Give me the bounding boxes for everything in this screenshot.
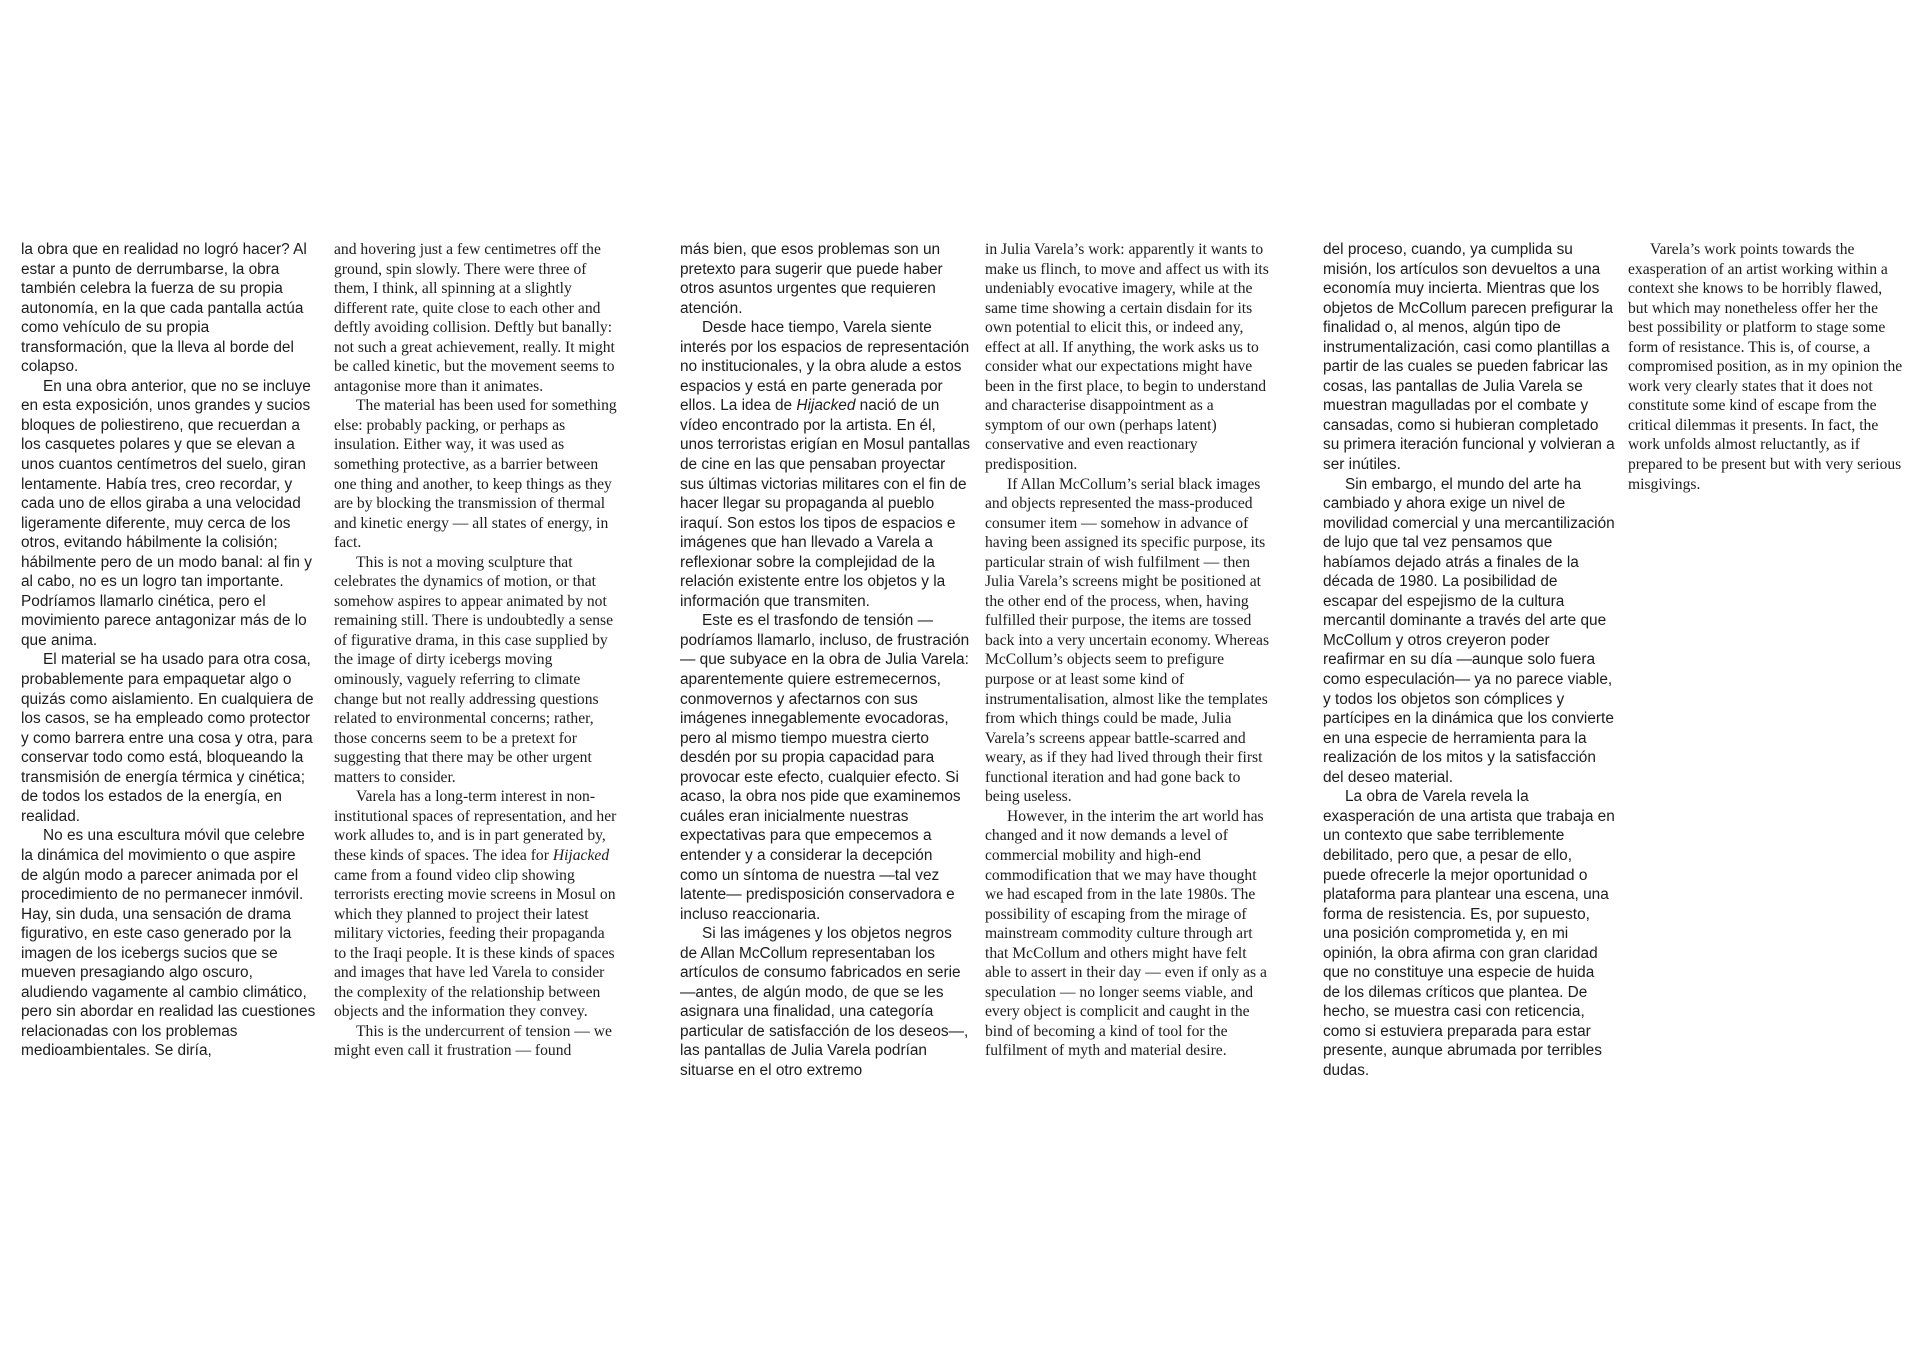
paragraph: Varela’s work points towards the exasperation of an artist working within a context she knows to be horribly flawed, but which may nonetheless offer her the best possibility or platform to stage some form of resistance. This is, of course, a compromised position, as in my opinion the work very clearly states that it does not constitute some kind of escape from the critical dilemmas it presents. In fact, the work unfolds almost reluctantly, as if prepared to be present but with very serious misgivings. bbox=[1628, 241, 1903, 493]
paragraph: and hovering just a few centimetres off the ground, spin slowly. There were three of them, I think, all spinning at a slightly different rate, quite close to each other and deftly avoiding collision. Deftly but banally: not such a great achievement, really. It might be called kinetic, but the movement seems to antagonise more than it animates. bbox=[334, 241, 615, 395]
paragraph: If Allan McCollum’s serial black images and objects represented the mass-produced consumer item — somehow in advance of having been assigned its specific purpose, its particular strain of wish fulfilment — then Julia Varela’s screens might be positioned at the other end of the process, when, having fulfilled their purpose, the items are tossed back into a very uncertain economy. Whereas McCollum’s objects seem to prefigure purpose or at least some kind of instrumentalisation, almost like the templates from which things could be made, Julia Varela’s screens appear battle-scarred and weary, as if they had lived through their first functional iteration and had gone back to being useless. bbox=[985, 475, 1270, 806]
paragraph: This is the undercurrent of tension — we might even call it frustration — found bbox=[334, 1022, 612, 1060]
paragraph: in Julia Varela’s work: apparently it wants to make us flinch, to move and affect us with its undeniably evocative imagery, while at the same time showing a certain disdain for its own potential to elicit this, or indeed any, effect at all. If anything, the work asks us to consider what our expectations might have been in the first place, to begin to understand and characterise disappointment as a symptom of our own (perhaps latent) conservative and even reactionary predisposition. bbox=[985, 241, 1269, 474]
paragraph: This is not a moving sculpture that celebrates the dynamics of motion, or that somehow aspires to appear animated by not remaining still. There is undoubtedly a sense of figurative drama, in this case supplied by the image of dirty icebergs moving ominously, vaguely referring to climate change but not really addressing questions related to environmental concerns; rather, those concerns seem to be a pretext for suggesting that there may be other urgent matters to consider. bbox=[334, 553, 614, 786]
paragraph: Desde hace tiempo, Varela siente interés por los espacios de representación no institucionales, y la obra alude a estos espacios y está en parte generada por ellos. La idea de Hijacked nació de un vídeo encontrado por la artista. En él, unos terroristas erigían en Mosul pantallas de cine en las que pensaban proyectar sus últimas victorias militares con el fin de hacer llegar su propaganda al pueblo iraquí. Son estos los tipos de espacios e imágenes que han llevado a Varela a reflexionar sobre la complejidad de la relación existente entre los objetos y la información que transmiten. bbox=[680, 319, 971, 610]
artwork-title: Hijacked bbox=[552, 846, 610, 864]
paragraph: El material se ha usado para otra cosa, probablemente para empaquetar algo o quizás como aislamiento. En cualquiera de los casos, se ha empleado como protector y como barrera entre una cosa y otra, para conservar todo como está, bloqueando la transmisión de energía térmica y cinética; de todos los estados de la energía, en realidad. bbox=[21, 651, 314, 825]
paragraph: En una obra anterior, que no se incluye en esta exposición, unos grandes y sucios bloques de poliestireno, que recuerdan a los casquetes polares y que se elevan a unos cuantos centímetros del suelo, giran lentamente. Había tres, creo recordar, y cada uno de ellos giraba a una velocidad ligeramente diferente, muy cerca de los otros, evitando hábilmente la colisión; hábilmente pero de un modo banal: al fin y al cabo, no es un logro tan importante. Podríamos llamarlo cinética, pero el movimiento parece antagonizar más de lo que anima. bbox=[21, 377, 312, 649]
paragraph: del proceso, cuando, ya cumplida su misión, los artículos son devueltos a una economía muy incierta. Mientras que los objetos de McCollum parecen prefigurar la finalidad o, al menos, algún tipo de instrumentalización, casi como plantillas a partir de las cuales se pueden fabricar las cosas, las pantallas de Julia Varela se muestran magulladas por el combate y cansadas, como si hubieran completado su primera iteración funcional y volvieran a ser inútiles. bbox=[1323, 241, 1615, 474]
paragraph: No es una escultura móvil que celebre la dinámica del movimiento o que aspire de algún modo a parecer animada por el procedimiento de no permanecer inmóvil. Hay, sin duda, una sensación de drama figurativo, en este caso generado por la imagen de los icebergs sucios que se mueven presagiando algo oscuro, aludiendo vagamente al cambio climático, pero sin abordar en realidad las cuestiones relacionadas con los problemas medioambientales. Se diría, bbox=[21, 827, 316, 1060]
column-4-en bbox=[985, 240, 1275, 1061]
paragraph: la obra que en realidad no logró hacer? Al estar a punto de derrumbarse, la obra también celebra la fuerza de su propia autonomía, en la que cada pantalla actúa como vehículo de su propia transformación, que la lleva al borde del colapso. bbox=[21, 241, 307, 376]
column-2-en bbox=[334, 240, 618, 1061]
paragraph: Si las imágenes y los objetos negros de Allan McCollum representaban los artículos de consumo fabricados en serie —antes, de algún modo, de que se les asignara una finalidad, una categoría particular de satisfacción de los deseos—, las pantallas de Julia Varela podrían situarse en el otro extremo bbox=[680, 925, 969, 1079]
paragraph: However, in the interim the art world has changed and it now demands a level of commercial mobility and high-end commodification that we may have thought we had escaped from in the late 1980s. The possibility of escaping from the mirage of mainstream commodity culture through art that McCollum and others might have felt able to assert in their day — even if only as a speculation — no longer seems viable, and every object is complicit and caught in the bind of becoming a kind of tool for the fulfilment of myth and material desire. bbox=[985, 807, 1267, 1060]
column-1-es bbox=[21, 240, 316, 1061]
paragraph: Sin embargo, el mundo del arte ha cambiado y ahora exige un nivel de movilidad comercial y una mercantilización de lujo que tal vez pensamos que habíamos dejado atrás a finales de la década de 1980. La posibilidad de escapar del espejismo de la cultura mercantil dominante a través del arte que McCollum y otros creyeron poder reafirmar en su día —aunque solo fuera como especulación— ya no parece viable, y todos los objetos son cómplices y partícipes en la dinámica que los convierte en una especie de herramienta para la realización de los mitos y la satisfacción del deseo material. bbox=[1323, 475, 1615, 786]
paragraph: más bien, que esos problemas son un pretexto para sugerir que puede haber otros asuntos urgentes que requieren atención. bbox=[680, 241, 943, 317]
paragraph: The material has been used for something else: probably packing, or perhaps as insulation. Either way, it was used as something protective, as a barrier between one thing and another, to keep things as they are by blocking the transmission of thermal and kinetic energy — all states of energy, in fact. bbox=[334, 397, 617, 552]
paragraph: Varela has a long-term interest in non-institutional spaces of representation, and her work alludes to, and is in part generated by, these kinds of spaces. The idea for Hijacked came from a found video clip showing terrorists erecting movie screens in Mosul on which they planned to project their latest military victories, feeding their propaganda to the Iraqi people. It is these kinds of spaces and images that have led Varela to consider the complexity of the relationship between objects and the information they convey. bbox=[334, 788, 617, 1021]
paragraph: Este es el trasfondo de tensión —podríamos llamarlo, incluso, de frustración— que subyace en la obra de Julia Varela: aparentemente quiere estremecernos, conmovernos y afectarnos con sus imágenes innegablemente evocadoras, pero al mismo tiempo muestra cierto desdén por su propia capacidad para provocar este efecto, cualquier efecto. Si acaso, la obra nos pide que examinemos cuáles eran inicialmente nuestras expectativas para que empecemos a entender y a considerar la decepción como un síntoma de nuestra —tal vez latente— predisposición conservadora e incluso reaccionaria. bbox=[680, 612, 970, 923]
column-3-es bbox=[680, 240, 970, 1081]
paragraph: La obra de Varela revela la exasperación de una artista que trabaja en un contexto que sabe terriblemente debilitado, pero que, a pesar de ello, puede ofrecerle la mejor oportunidad o plataforma para plantear una escena, una forma de resistencia. Es, por supuesto, una posición comprometida y, en mi opinión, la obra afirma con gran claridad que no constituye una especie de huida de los dilemas críticos que plantea. De hecho, se muestra casi con reticencia, como si estuviera preparada para estar presente, aunque abrumada por terribles dudas. bbox=[1323, 788, 1615, 1079]
artwork-title: Hijacked bbox=[796, 397, 856, 415]
column-6-en bbox=[1628, 240, 1906, 494]
column-5-es bbox=[1323, 240, 1615, 1081]
